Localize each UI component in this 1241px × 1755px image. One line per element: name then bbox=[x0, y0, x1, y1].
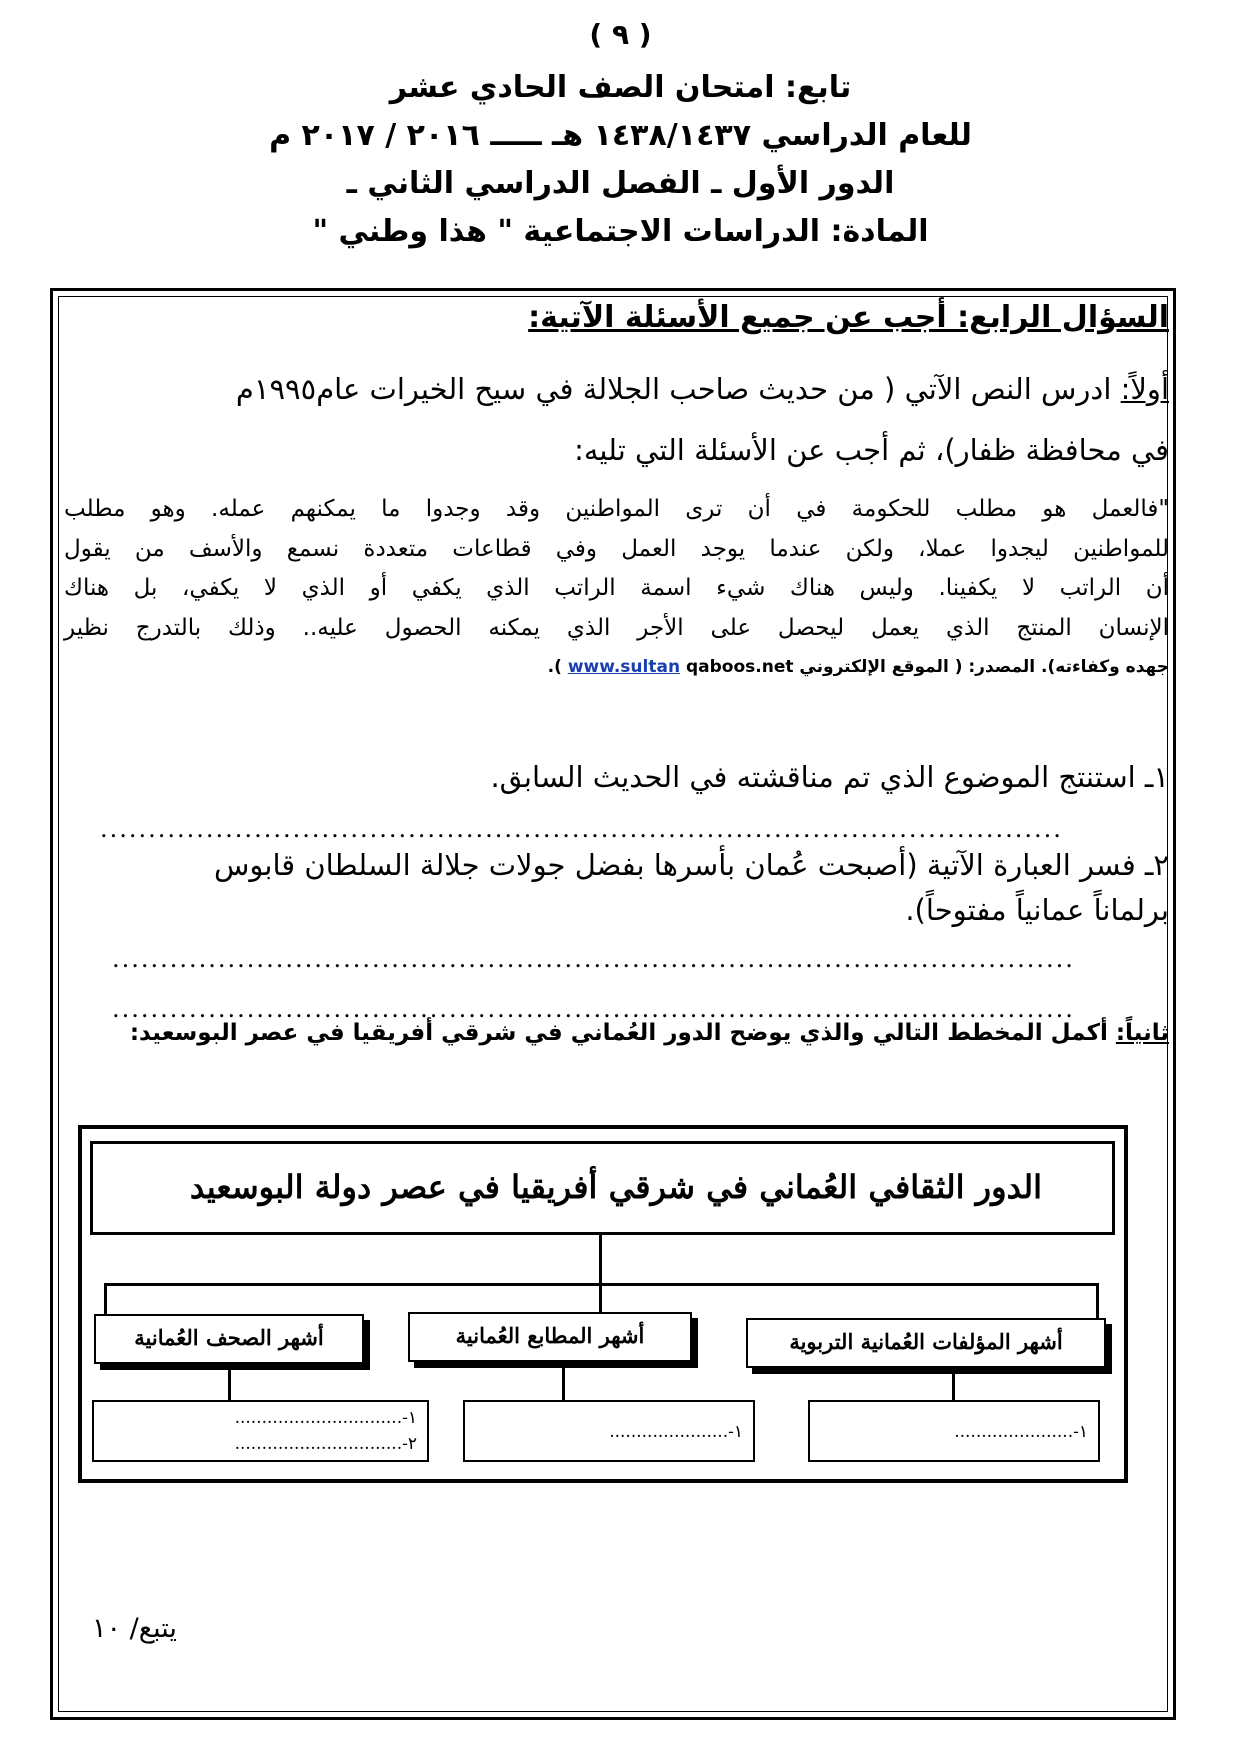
part-two-label: ثانياً: bbox=[1115, 1020, 1169, 1046]
answer-box-newspapers[interactable] bbox=[92, 1400, 429, 1462]
connector-line bbox=[599, 1235, 602, 1285]
diagram-title-box bbox=[90, 1141, 1115, 1235]
part-two-instruction bbox=[130, 1020, 1169, 1046]
part-one-label: أولاً: bbox=[1120, 372, 1169, 406]
quote-line: للمواطنين ليجدوا عملا، ولكن عندما يوجد العمل وفي قطاعات متعددة نسمع والأسف من يقول bbox=[64, 535, 1169, 562]
question-2-line2: برلماناً عمانياً مفتوحاً). bbox=[905, 893, 1169, 927]
page-number: ( ٩ ) bbox=[589, 18, 652, 51]
question-2-line1: ٢ـ فسر العبارة الآتية (أصبحت عُمان بأسرها بفضل جولات جلالة السلطان قابوس bbox=[214, 848, 1169, 882]
category-printing-presses: أشهر المطابع العُمانية bbox=[408, 1312, 692, 1362]
connector-line bbox=[599, 1283, 602, 1313]
answer-slot[interactable]: ١-............................... bbox=[234, 1408, 417, 1428]
answer-box-educational-works[interactable] bbox=[808, 1400, 1100, 1462]
answer-box-printing-presses[interactable] bbox=[463, 1400, 755, 1462]
answer-slot[interactable]: ١-...................... bbox=[609, 1422, 743, 1442]
exam-title: تابع: امتحان الصف الحادي عشر bbox=[389, 70, 852, 105]
part-one-intro bbox=[66, 372, 1169, 406]
connector-line bbox=[104, 1283, 107, 1318]
connector-line bbox=[952, 1373, 955, 1401]
source-close: ). bbox=[547, 657, 562, 677]
quoted-text bbox=[64, 490, 1169, 688]
quote-line: أن الراتب لا يكفينا. وليس هناك شيء اسمة الراتب الذي يكفي أو الذي لا يكفي، بل هناك bbox=[64, 575, 1169, 601]
answer-slot[interactable]: ١-...................... bbox=[954, 1422, 1088, 1442]
quote-line: "فالعمل هو مطلب للحكومة في أن ترى المواطنين وقد وجدوا ما يمكنهم عمله. وهو مطلب bbox=[64, 496, 1169, 522]
academic-year: للعام الدراسي ١٤٣٨/١٤٣٧ هـ ـــــ ٢٠١٦ / ٢٠١٧ م bbox=[269, 118, 972, 153]
category-educational-works: أشهر المؤلفات العُمانية التربوية bbox=[746, 1318, 1106, 1368]
answer-line[interactable]: .................................................................................................... bbox=[112, 945, 1075, 973]
diagram-title: الدور الثقافي العُماني في شرقي أفريقيا في عصر دولة البوسعيد bbox=[189, 1168, 1042, 1206]
connector-line bbox=[228, 1369, 231, 1401]
continued-note: يتبع/ ١٠ bbox=[92, 1613, 177, 1644]
answer-line[interactable]: .................................................................................................... bbox=[112, 995, 1075, 1023]
part-one-line1: ادرس النص الآتي ( من حديث صاحب الجلالة في سيح الخيرات عام١٩٩٥م bbox=[235, 372, 1112, 406]
subject-line: المادة: الدراسات الاجتماعية " هذا وطني " bbox=[312, 214, 929, 249]
part-one-line2: في محافظة ظفار)، ثم أجب عن الأسئلة التي تليه: bbox=[574, 433, 1169, 467]
exam-session: الدور الأول ـ الفصل الدراسي الثاني ـ bbox=[346, 166, 895, 201]
source-link[interactable]: www.sultan bbox=[567, 657, 681, 677]
source-domain: qaboos.net bbox=[685, 657, 794, 677]
part-two-text: أكمل المخطط التالي والذي يوضح الدور العُماني في شرقي أفريقيا في عصر البوسعيد: bbox=[129, 1020, 1108, 1046]
question-1: ١ـ استنتج الموضوع الذي تم مناقشته في الحديث السابق. bbox=[490, 760, 1169, 794]
quote-line: الإنسان المنتج الذي يعمل ليحصل على الأجر الذي يمكنه الحصول عليه.. وذلك بالتدرج نظير bbox=[64, 614, 1169, 641]
quote-source-text: جهده وكفاءته). المصدر: ( الموقع الإلكتروني bbox=[799, 657, 1169, 677]
quote-source-line bbox=[64, 648, 1169, 688]
answer-slot[interactable]: ٢-............................... bbox=[234, 1434, 417, 1454]
answer-line[interactable]: .................................................................................................... bbox=[100, 815, 1063, 843]
question-four-title: السؤال الرابع: أجب عن جميع الأسئلة الآتية: bbox=[528, 300, 1169, 335]
connector-line bbox=[562, 1367, 565, 1401]
connector-line bbox=[1096, 1283, 1099, 1323]
category-newspapers: أشهر الصحف العُمانية bbox=[94, 1314, 364, 1364]
